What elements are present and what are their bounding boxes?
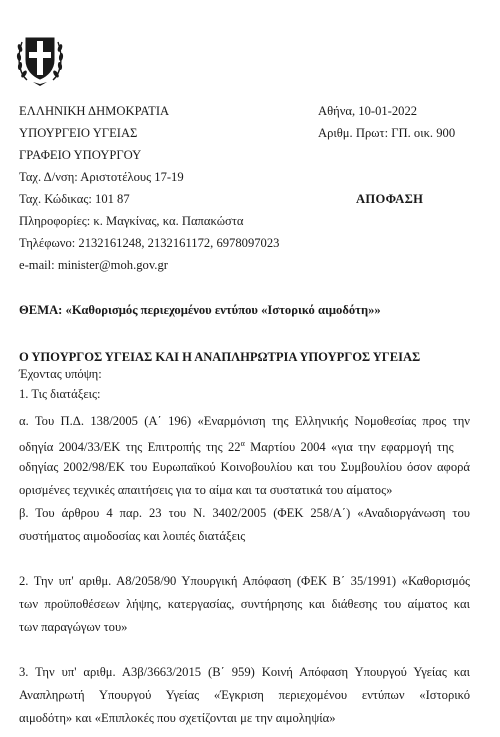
item-1-title: 1. Τις διατάξεις: [19,387,101,401]
item-1a-line-4: ορισμένες τεχνικές απαιτήσεις για το αίμα και τα συστατικά του αίματος» [19,483,393,497]
email-line: e-mail: minister@moh.gov.gr [19,258,168,272]
item-1a-line-1: α. Του Π.Δ. 138/2005 (Α΄ 196) «Εναρμόνιση της Ελληνικής Νομοθεσίας προς την [19,414,470,428]
protocol-number: Αριθμ. Πρωτ: ΓΠ. οικ. 900 [318,126,456,140]
phone-line: Τηλέφωνο: 2132161248, 2132161172, 6978097023 [19,236,280,250]
document-type: ΑΠΟΦΑΣΗ [356,192,424,206]
item-1a-line-2-text-b: Μαρτίου 2004 «για την εφαρμογή της [244,440,454,455]
item-1b-line-2: συστήματος αιμοδοσίας και λοιπές διατάξεις [19,529,246,543]
item-2-line-2: των προϋποθέσεων λήψης, κατεργασίας, συντήρησης και διάθεσης του αίματος και [19,597,470,611]
item-3-line-2: Αναπληρωτή Υπουργού Υγείας «Έγκριση περιεχομένου εντύπων «Ιστορικό [19,688,470,702]
postcode-line: Ταχ. Κώδικας: 101 87 [19,192,130,206]
item-1a-line-2 [19,436,470,455]
item-1a-line-3: οδηγίας 2002/98/ΕΚ του Ευρωπαϊκού Κοινοβουλίου και του Συμβουλίου όσον αφορά [19,460,470,474]
info-line: Πληροφορίες: κ. Μαγκίνας, κα. Παπακώστα [19,214,244,228]
having-regard: Έχοντας υπόψη: [19,367,102,381]
ordinal-superscript: α [240,439,245,448]
item-1b-line-1: β. Του άρθρου 4 παρ. 23 του Ν. 3402/2005 (ΦΕΚ 258/Α΄) «Αναδιοργάνωση του [19,506,470,520]
item-3-line-3: αιμοδότη» και «Επιπλοκές που σχετίζονται με την αιμοληψία» [19,711,336,725]
ministry-label: ΥΠΟΥΡΓΕΙΟ ΥΓΕΙΑΣ [19,126,138,140]
item-3-line-1: 3. Την υπ' αριθμ. Α3β/3663/2015 (Β΄ 959) Κοινή Απόφαση Υπουργού Υγείας και [19,665,470,679]
item-2-line-3: των παραγώγων του» [19,620,128,634]
item-1a-line-2-text-a: οδηγία 2004/33/ΕΚ της Επιτροπής της 22 [19,440,241,455]
place-date: Αθήνα, 10-01-2022 [318,104,418,118]
greek-coat-of-arms-icon [15,26,65,88]
subject-line: ΘΕΜΑ: «Καθορισμός περιεχομένου εντύπου «Ιστορικό αιμοδότη»» [19,303,381,317]
address-line: Ταχ. Δ/νση: Αριστοτέλους 17-19 [19,170,184,184]
republic-label: ΕΛΛΗΝΙΚΗ ΔΗΜΟΚΡΑΤΙΑ [19,104,170,118]
item-2-line-1: 2. Την υπ' αριθμ. Α8/2058/90 Υπουργική Απόφαση (ΦΕΚ Β΄ 35/1991) «Καθορισμός [19,574,470,588]
authority-heading: Ο ΥΠΟΥΡΓΟΣ ΥΓΕΙΑΣ ΚΑΙ Η ΑΝΑΠΛΗΡΩΤΡΙΑ ΥΠΟΥΡΓΟΣ ΥΓΕΙΑΣ [19,350,421,364]
office-label: ΓΡΑΦΕΙΟ ΥΠΟΥΡΓΟΥ [19,148,142,162]
